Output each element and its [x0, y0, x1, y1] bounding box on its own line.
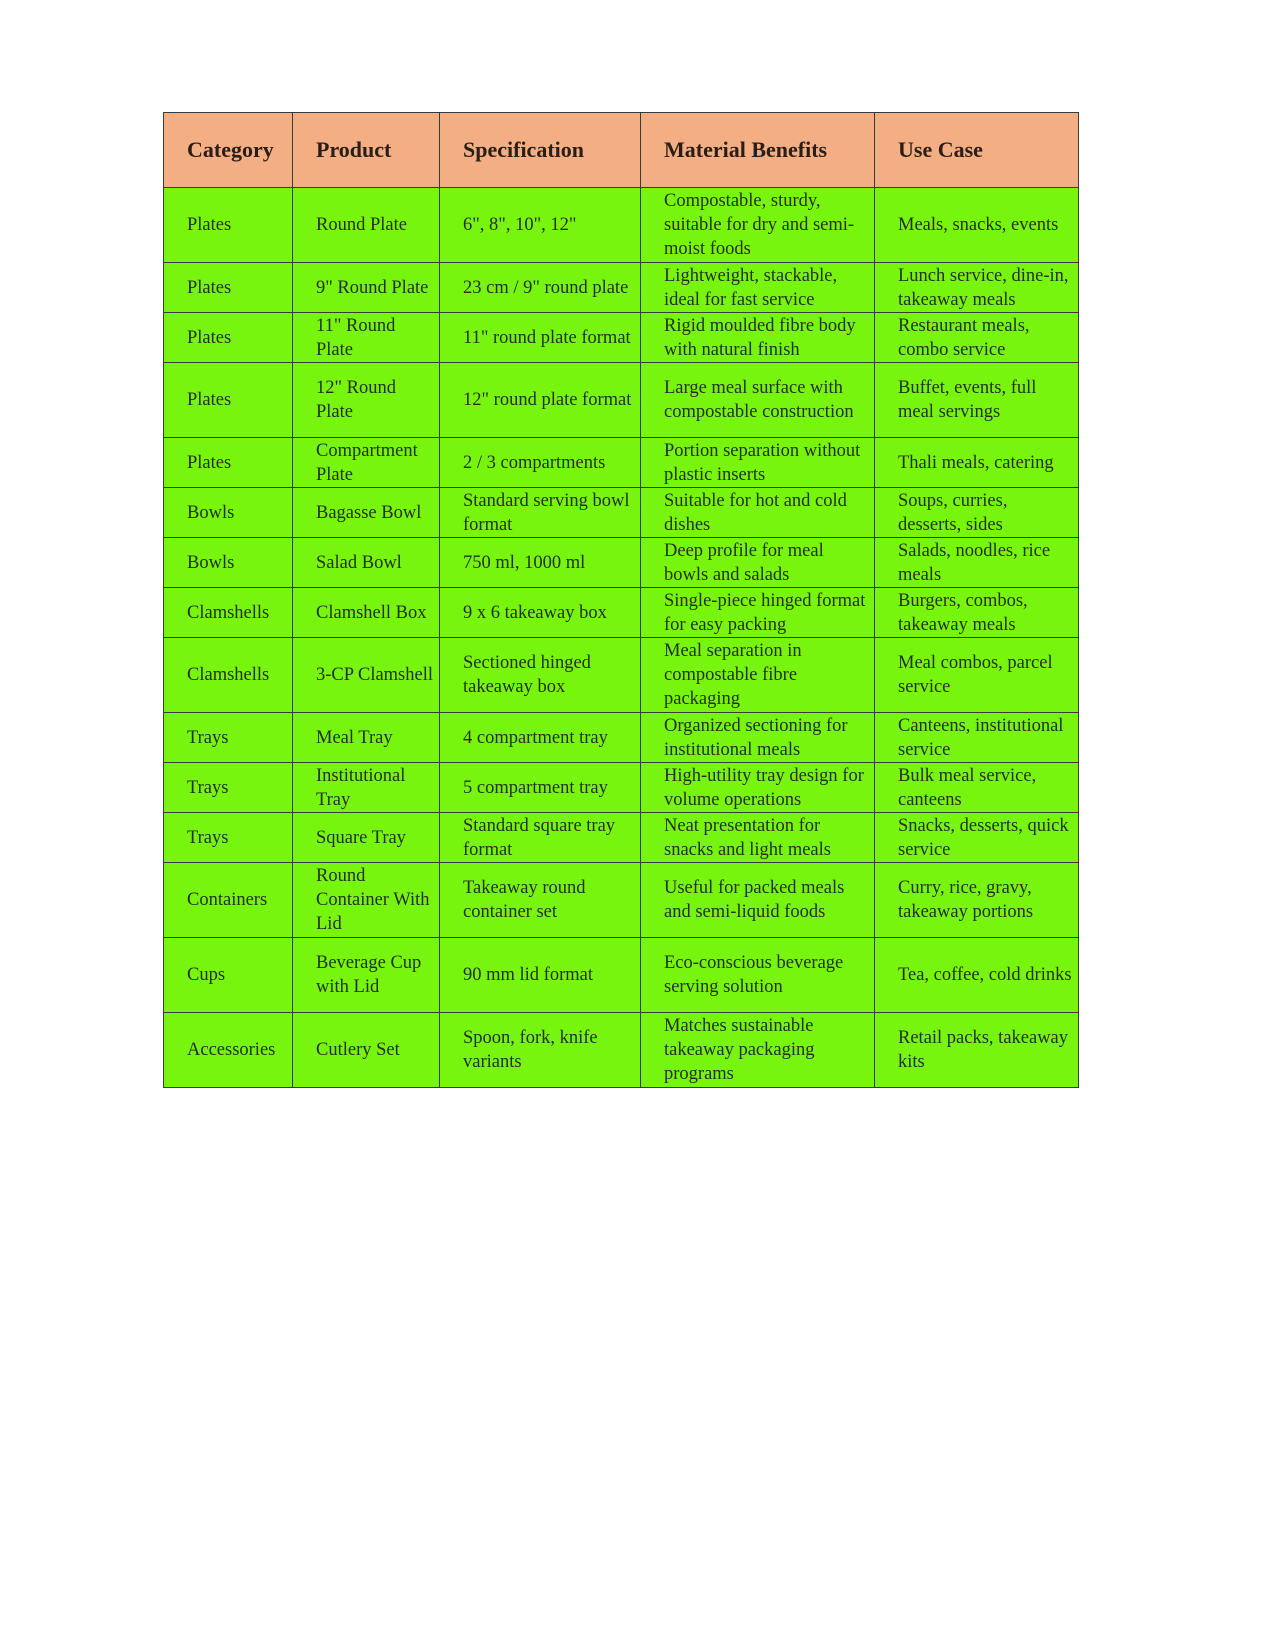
cell-category: Plates: [164, 313, 293, 363]
cell-product: Beverage Cup with Lid: [293, 938, 440, 1013]
table-row: [164, 363, 1079, 438]
cell-material-benefits: Matches sustainable takeaway packaging programs: [641, 1013, 875, 1088]
table-row: [164, 1013, 1079, 1088]
header-material-benefits: Material Benefits: [641, 113, 875, 188]
cell-product: Bagasse Bowl: [293, 488, 440, 538]
cell-specification: 9 x 6 takeaway box: [440, 588, 641, 638]
cell-product: Round Plate: [293, 188, 440, 263]
cell-product: Meal Tray: [293, 713, 440, 763]
cell-use-case: Meal combos, parcel service: [875, 638, 1079, 713]
cell-use-case: Meals, snacks, events: [875, 188, 1079, 263]
cell-category: Bowls: [164, 538, 293, 588]
cell-category: Cups: [164, 938, 293, 1013]
table-row: [164, 313, 1079, 363]
table-row: [164, 263, 1079, 313]
table-row: [164, 538, 1079, 588]
cell-category: Plates: [164, 263, 293, 313]
cell-product: 12" Round Plate: [293, 363, 440, 438]
cell-category: Trays: [164, 763, 293, 813]
cell-use-case: Buffet, events, full meal servings: [875, 363, 1079, 438]
cell-product: 11" Round Plate: [293, 313, 440, 363]
cell-material-benefits: Meal separation in compostable fibre packaging: [641, 638, 875, 713]
cell-material-benefits: Neat presentation for snacks and light meals: [641, 813, 875, 863]
cell-specification: 5 compartment tray: [440, 763, 641, 813]
table-row: [164, 488, 1079, 538]
cell-material-benefits: Eco-conscious beverage serving solution: [641, 938, 875, 1013]
cell-product: Clamshell Box: [293, 588, 440, 638]
header-use-case: Use Case: [875, 113, 1079, 188]
cell-category: Plates: [164, 438, 293, 488]
table-row: [164, 188, 1079, 263]
cell-category: Clamshells: [164, 588, 293, 638]
cell-product: 9" Round Plate: [293, 263, 440, 313]
cell-specification: 11" round plate format: [440, 313, 641, 363]
cell-specification: 23 cm / 9" round plate: [440, 263, 641, 313]
cell-material-benefits: Deep profile for meal bowls and salads: [641, 538, 875, 588]
cell-material-benefits: Lightweight, stackable, ideal for fast service: [641, 263, 875, 313]
cell-use-case: Retail packs, takeaway kits: [875, 1013, 1079, 1088]
cell-category: Trays: [164, 713, 293, 763]
cell-category: Plates: [164, 188, 293, 263]
cell-category: Bowls: [164, 488, 293, 538]
cell-product: Salad Bowl: [293, 538, 440, 588]
cell-category: Trays: [164, 813, 293, 863]
cell-material-benefits: Portion separation without plastic inserts: [641, 438, 875, 488]
cell-specification: Standard square tray format: [440, 813, 641, 863]
cell-product: Compartment Plate: [293, 438, 440, 488]
cell-use-case: Tea, coffee, cold drinks: [875, 938, 1079, 1013]
product-table: [163, 112, 1079, 1088]
table-header-row: [164, 113, 1079, 188]
cell-specification: 750 ml, 1000 ml: [440, 538, 641, 588]
table-row: [164, 938, 1079, 1013]
cell-product: 3-CP Clamshell: [293, 638, 440, 713]
cell-use-case: Canteens, institutional service: [875, 713, 1079, 763]
cell-use-case: Soups, curries, desserts, sides: [875, 488, 1079, 538]
cell-material-benefits: High-utility tray design for volume operations: [641, 763, 875, 813]
cell-product: Square Tray: [293, 813, 440, 863]
table-row: [164, 813, 1079, 863]
table-row: [164, 863, 1079, 938]
cell-specification: 12" round plate format: [440, 363, 641, 438]
cell-use-case: Burgers, combos, takeaway meals: [875, 588, 1079, 638]
header-specification: Specification: [440, 113, 641, 188]
cell-specification: Sectioned hinged takeaway box: [440, 638, 641, 713]
cell-product: Institutional Tray: [293, 763, 440, 813]
header-category: Category: [164, 113, 293, 188]
cell-use-case: Snacks, desserts, quick service: [875, 813, 1079, 863]
cell-use-case: Salads, noodles, rice meals: [875, 538, 1079, 588]
cell-category: Plates: [164, 363, 293, 438]
cell-material-benefits: Useful for packed meals and semi-liquid foods: [641, 863, 875, 938]
cell-material-benefits: Single-piece hinged format for easy packing: [641, 588, 875, 638]
table-row: [164, 713, 1079, 763]
table-row: [164, 588, 1079, 638]
cell-specification: 90 mm lid format: [440, 938, 641, 1013]
cell-use-case: Bulk meal service, canteens: [875, 763, 1079, 813]
table-row: [164, 638, 1079, 713]
cell-specification: Takeaway round container set: [440, 863, 641, 938]
table-row: [164, 763, 1079, 813]
cell-category: Accessories: [164, 1013, 293, 1088]
header-product: Product: [293, 113, 440, 188]
cell-product: Round Container With Lid: [293, 863, 440, 938]
cell-category: Containers: [164, 863, 293, 938]
cell-material-benefits: Large meal surface with compostable construction: [641, 363, 875, 438]
cell-material-benefits: Organized sectioning for institutional meals: [641, 713, 875, 763]
table-row: [164, 438, 1079, 488]
cell-use-case: Curry, rice, gravy, takeaway portions: [875, 863, 1079, 938]
cell-specification: Standard serving bowl format: [440, 488, 641, 538]
cell-specification: 4 compartment tray: [440, 713, 641, 763]
cell-material-benefits: Suitable for hot and cold dishes: [641, 488, 875, 538]
cell-use-case: Lunch service, dine-in, takeaway meals: [875, 263, 1079, 313]
cell-use-case: Thali meals, catering: [875, 438, 1079, 488]
cell-specification: Spoon, fork, knife variants: [440, 1013, 641, 1088]
cell-specification: 6", 8", 10", 12": [440, 188, 641, 263]
cell-material-benefits: Rigid moulded fibre body with natural finish: [641, 313, 875, 363]
cell-product: Cutlery Set: [293, 1013, 440, 1088]
cell-material-benefits: Compostable, sturdy, suitable for dry and semi-moist foods: [641, 188, 875, 263]
cell-use-case: Restaurant meals, combo service: [875, 313, 1079, 363]
cell-specification: 2 / 3 compartments: [440, 438, 641, 488]
cell-category: Clamshells: [164, 638, 293, 713]
